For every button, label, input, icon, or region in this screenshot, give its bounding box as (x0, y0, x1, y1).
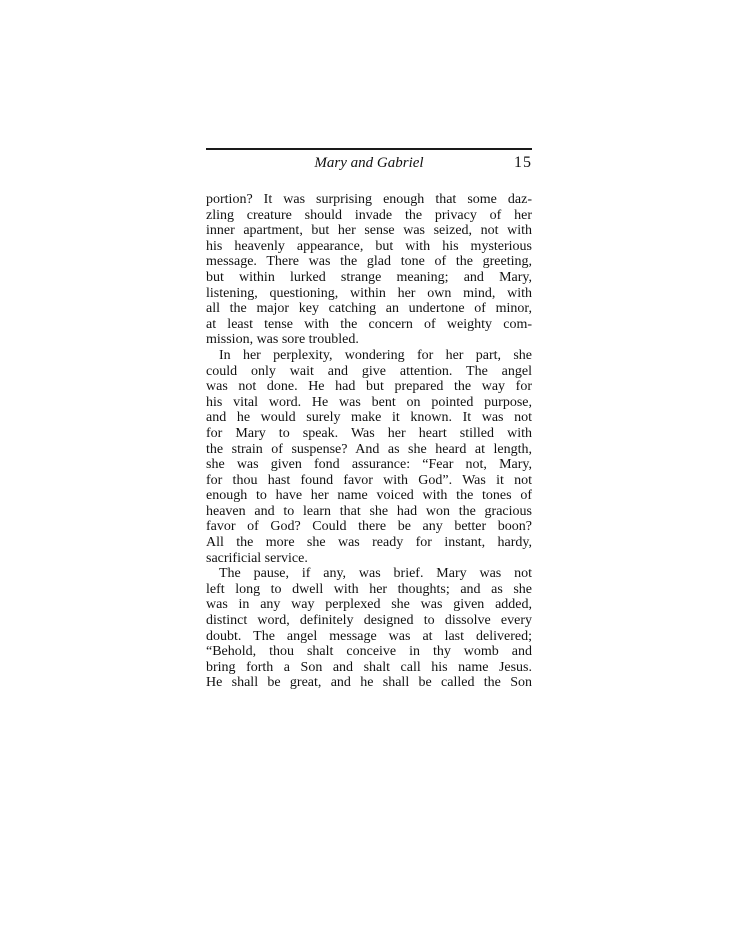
text-line: his heavenly appearance, but with his mysterious (206, 238, 532, 254)
running-head (206, 153, 532, 173)
text-line: sacrificial service. (206, 550, 308, 566)
text-line: could only wait and give attention. The angel (206, 363, 532, 379)
text-line: The pause, if any, was brief. Mary was not (219, 566, 532, 582)
text-line: inner apartment, but her sense was seized, not with (206, 223, 532, 239)
text-line: enough to have her name voiced with the tones of (206, 488, 532, 504)
text-line: bring forth a Son and shalt call his name Jesus. (206, 659, 532, 675)
text-line: she was given fond assurance: “Fear not, Mary, (206, 457, 532, 473)
text-line: for thou hast found favor with God”. Was it not (206, 472, 532, 488)
page-number: 15 (514, 154, 532, 171)
text-line: was not done. He had but prepared the way for (206, 379, 532, 395)
text-line: portion? It was surprising enough that some daz- (206, 192, 532, 207)
text-line: favor of God? Could there be any better boon? (206, 519, 532, 535)
text-line: was in any way perplexed she was given added, (206, 597, 532, 613)
text-line: the strain of suspense? And as she heard at length, (206, 441, 532, 457)
running-title: Mary and Gabriel (314, 155, 424, 171)
body-text (206, 192, 532, 691)
text-line: “Behold, thou shalt conceive in thy womb and (206, 644, 532, 660)
text-line: left long to dwell with her thoughts; and as she (206, 581, 532, 597)
text-line: all the major key catching an undertone of minor, (206, 301, 532, 317)
text-line: heaven and to learn that she had won the gracious (206, 503, 532, 519)
text-line: but within lurked strange meaning; and Mary, (206, 269, 532, 285)
text-line: for Mary to speak. Was her heart stilled with (206, 425, 532, 441)
text-line: distinct word, definitely designed to dissolve every (206, 613, 532, 629)
text-line: All the more she was ready for instant, hardy, (206, 535, 532, 551)
text-line: He shall be great, and he shall be called the Son (206, 675, 532, 691)
text-line: zling creature should invade the privacy of her (206, 207, 532, 223)
header-rule (206, 148, 532, 150)
text-line: doubt. The angel message was at last delivered; (206, 628, 532, 644)
text-line: listening, questioning, within her own mind, with (206, 285, 532, 301)
text-line: In her perplexity, wondering for her part, she (219, 347, 532, 363)
text-line: and he would surely make it known. It was not (206, 410, 532, 426)
text-line: message. There was the glad tone of the greeting, (206, 254, 532, 270)
text-line: his vital word. He was bent on pointed purpose, (206, 394, 532, 410)
text-line: at least tense with the concern of weighty com- (206, 316, 532, 332)
text-line: mission, was sore troubled. (206, 332, 359, 348)
